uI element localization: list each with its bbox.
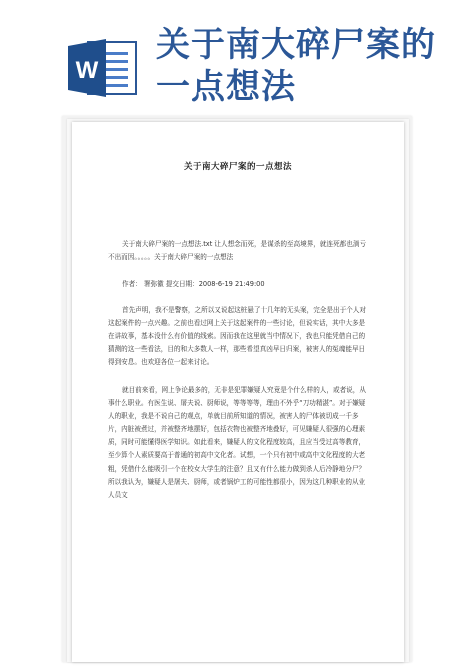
paragraph-1: 首先声明，我不是警察，之所以又说起这桩悬了十几年的无头案，完全是出于个人对这起案件的一点兴趣。之前也看过网上关于这起案件的一些讨论，但说实话，其中大多是在讲故事，基本没什么有价值的线索。因而我在这里就当中情况下，我也只能凭借自己的猜测的这一些看法，目的和大多数人一样，那些希望真凶早日归案，被害人的冤魂能早日得到安息。也欢迎各位一起来讨论。 [108, 306, 366, 367]
word-document-icon [68, 38, 138, 98]
svg-text:W: W [75, 57, 99, 84]
banner-title-line-2: 一点想法 [156, 67, 296, 107]
document-page [72, 122, 404, 662]
banner-title-line-1: 关于南大碎尸案的 [156, 25, 436, 65]
banner-title [156, 24, 466, 108]
paragraph-2: 就目前来看，网上争论最多的，无非是犯罪嫌疑人究竟是个什么样的人，或者说，从事什么职业。有医生说、屠夫说、厨师说，等等等等，理由不外乎“刀功精湛”。对于嫌疑人的职业，我是不说自己的观点，单就目前所知道的情况，被害人的尸体被切成一千多片，内脏被煮过，并被整齐地摆好，包括衣物也被整齐地叠好，可见嫌疑人很强的心理素质，同时可能懂得医学知识。如此看来，嫌疑人的文化程度较高，且应当受过高等教育，至少算个人素质要高于普通的初高中文化者。试想，一个只有初中或高中文化程度的大老粗，凭借什么能吸引一个在校女大学生的注意？且又有什么能力做到杀人后冷静地分尸？所以我认为，嫌疑人是屠夫、厨师，或者锅炉工的可能性都很小，因为这几种职业的从业人员文 [108, 386, 366, 499]
document-title: 关于南大碎尸案的一点想法 [183, 162, 292, 172]
document-meta: 作者： 署弥徽 提交日期：2008-6-19 21:49:00 [122, 280, 265, 288]
banner [0, 0, 474, 125]
document-lead: 关于南大碎尸案的一点想法.txt 让人想念而死，是谋杀的至高境界，就连死都也淌亏不出而因。。。。。关于南大碎尸案的一点想法 [108, 240, 367, 262]
